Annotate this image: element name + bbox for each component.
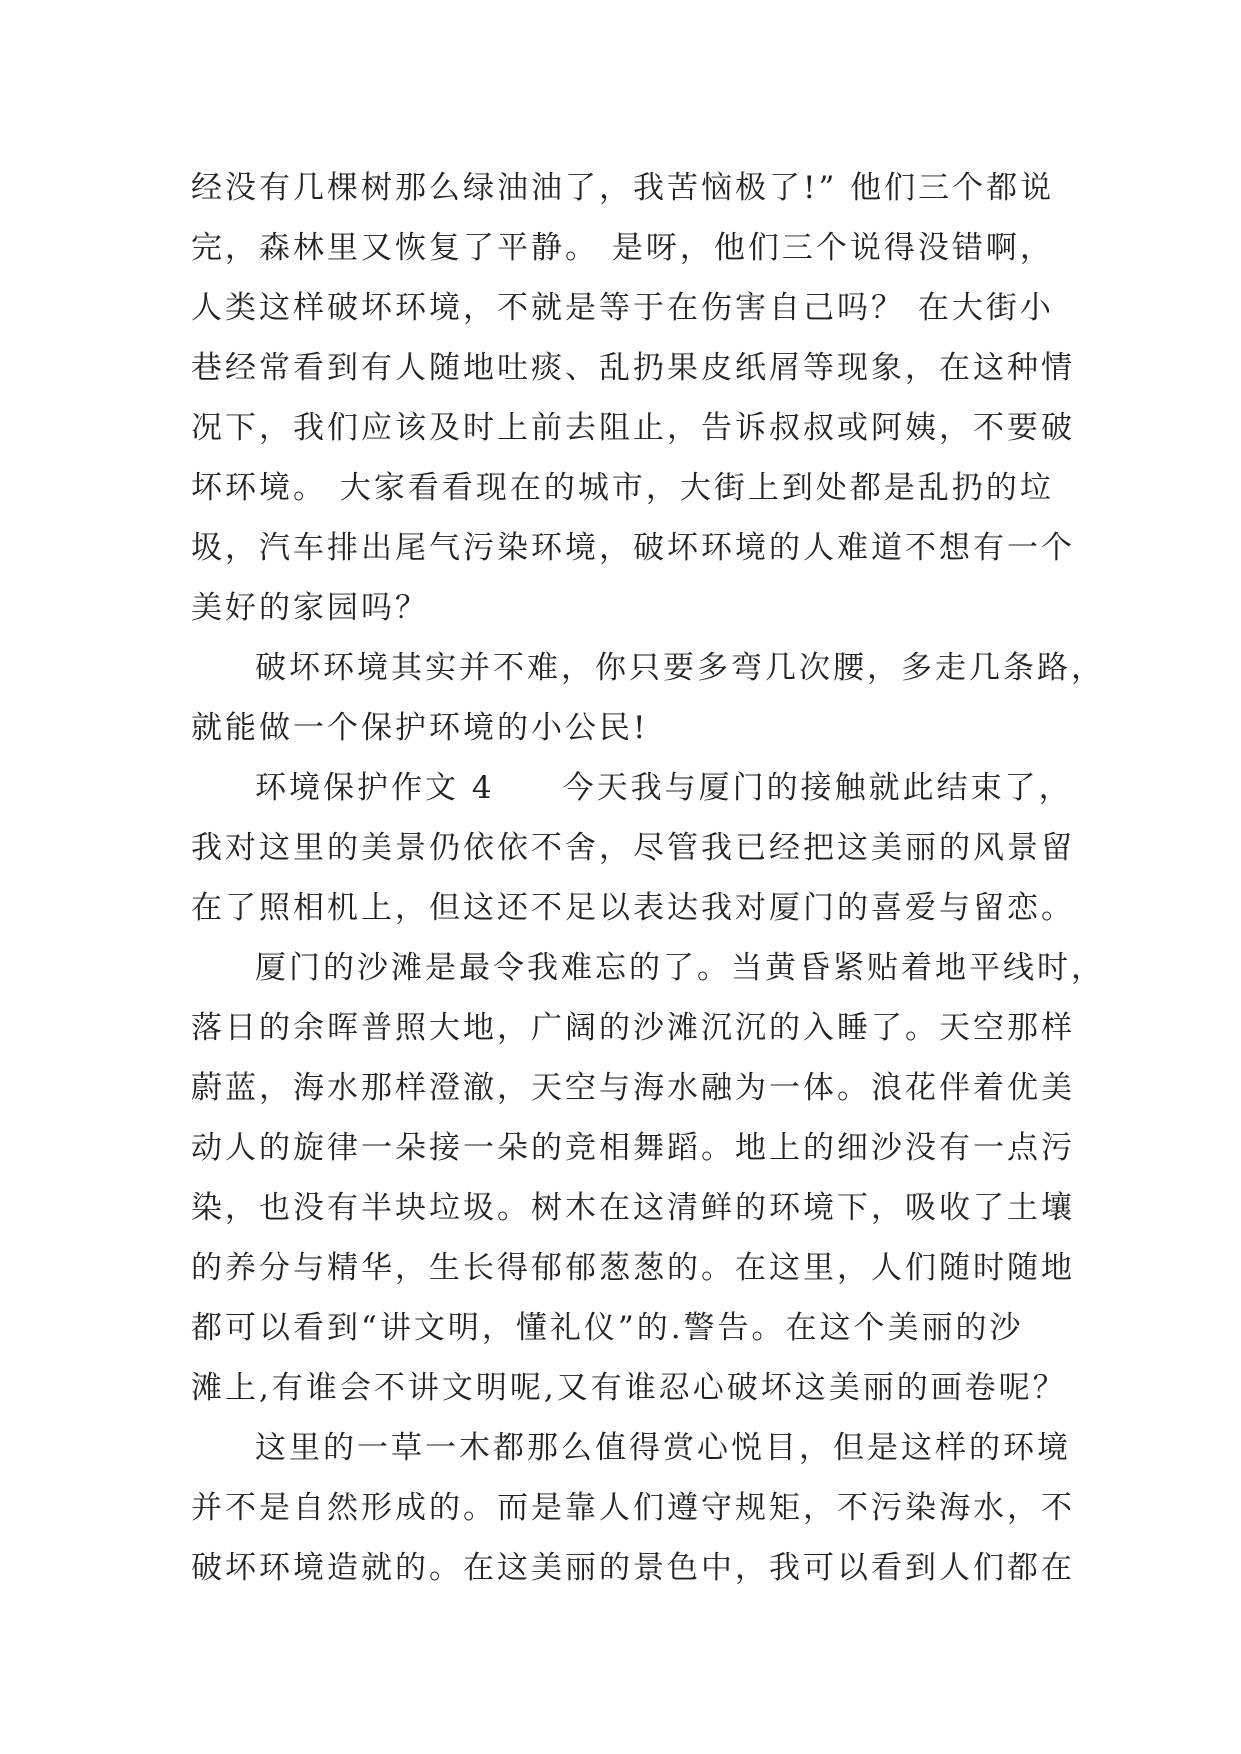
text-line: 人类这样破坏环境，不就是等于在伤害自己吗？ 在大街小 bbox=[191, 290, 1054, 326]
text-line: 况下，我们应该及时上前去阻止，告诉叔叔或阿姨，不要破 bbox=[191, 410, 1075, 446]
text-line: 滩上,有谁会不讲文明呢,又有谁忍心破坏这美丽的画卷呢？ bbox=[191, 1370, 1067, 1406]
text-line: 在了照相机上，但这还不足以表达我对厦门的喜爱与留恋。 bbox=[191, 890, 1075, 926]
text-line: 美好的家园吗？ bbox=[191, 590, 429, 626]
text-line: 就能做一个保护环境的小公民! bbox=[191, 710, 649, 746]
text-line: 完，森林里又恢复了平静。 是呀，他们三个说得没错啊， bbox=[191, 230, 1054, 266]
text-line: 的养分与精华，生长得郁郁葱葱的。在这里，人们随时随地 bbox=[191, 1250, 1075, 1286]
document-body bbox=[191, 158, 1105, 1598]
text-line: 落日的余晖普照大地，广阔的沙滩沉沉的入睡了。天空那样 bbox=[191, 1010, 1075, 1046]
text-line: 经没有几棵树那么绿油油了，我苦恼极了!” 他们三个都说 bbox=[191, 170, 1055, 206]
text-line: 环境保护作文 4 今天我与厦门的接触就此结束了， bbox=[255, 770, 1073, 806]
text-line: 这里的一草一木都那么值得赏心悦目，但是这样的环境 bbox=[255, 1430, 1071, 1466]
text-line: 厦门的沙滩是最令我难忘的了。当黄昏紧贴着地平线时， bbox=[255, 950, 1105, 986]
text-line: 并不是自然形成的。而是靠人们遵守规矩，不污染海水，不 bbox=[191, 1490, 1075, 1526]
text-line: 我对这里的美景仍依依不舍，尽管我已经把这美丽的风景留 bbox=[191, 830, 1075, 866]
text-line: 动人的旋律一朵接一朵的竞相舞蹈。地上的细沙没有一点污 bbox=[191, 1130, 1075, 1166]
text-line: 巷经常看到有人随地吐痰、乱扔果皮纸屑等现象，在这种情 bbox=[191, 350, 1075, 386]
text-line: 圾，汽车排出尾气污染环境，破坏环境的人难道不想有一个 bbox=[191, 530, 1075, 566]
text-line: 都可以看到“讲文明，懂礼仪”的.警告。在这个美丽的沙 bbox=[191, 1310, 1024, 1346]
text-line: 破坏环境造就的。在这美丽的景色中，我可以看到人们都在 bbox=[191, 1550, 1075, 1586]
text-line: 蔚蓝，海水那样澄澈，天空与海水融为一体。浪花伴着优美 bbox=[191, 1070, 1075, 1106]
text-line: 坏环境。 大家看看现在的城市，大街上到处都是乱扔的垃 bbox=[191, 470, 1054, 506]
text-line: 染，也没有半块垃圾。树木在这清鲜的环境下，吸收了土壤 bbox=[191, 1190, 1075, 1226]
text-line: 破坏环境其实并不难，你只要多弯几次腰，多走几条路， bbox=[255, 650, 1105, 686]
